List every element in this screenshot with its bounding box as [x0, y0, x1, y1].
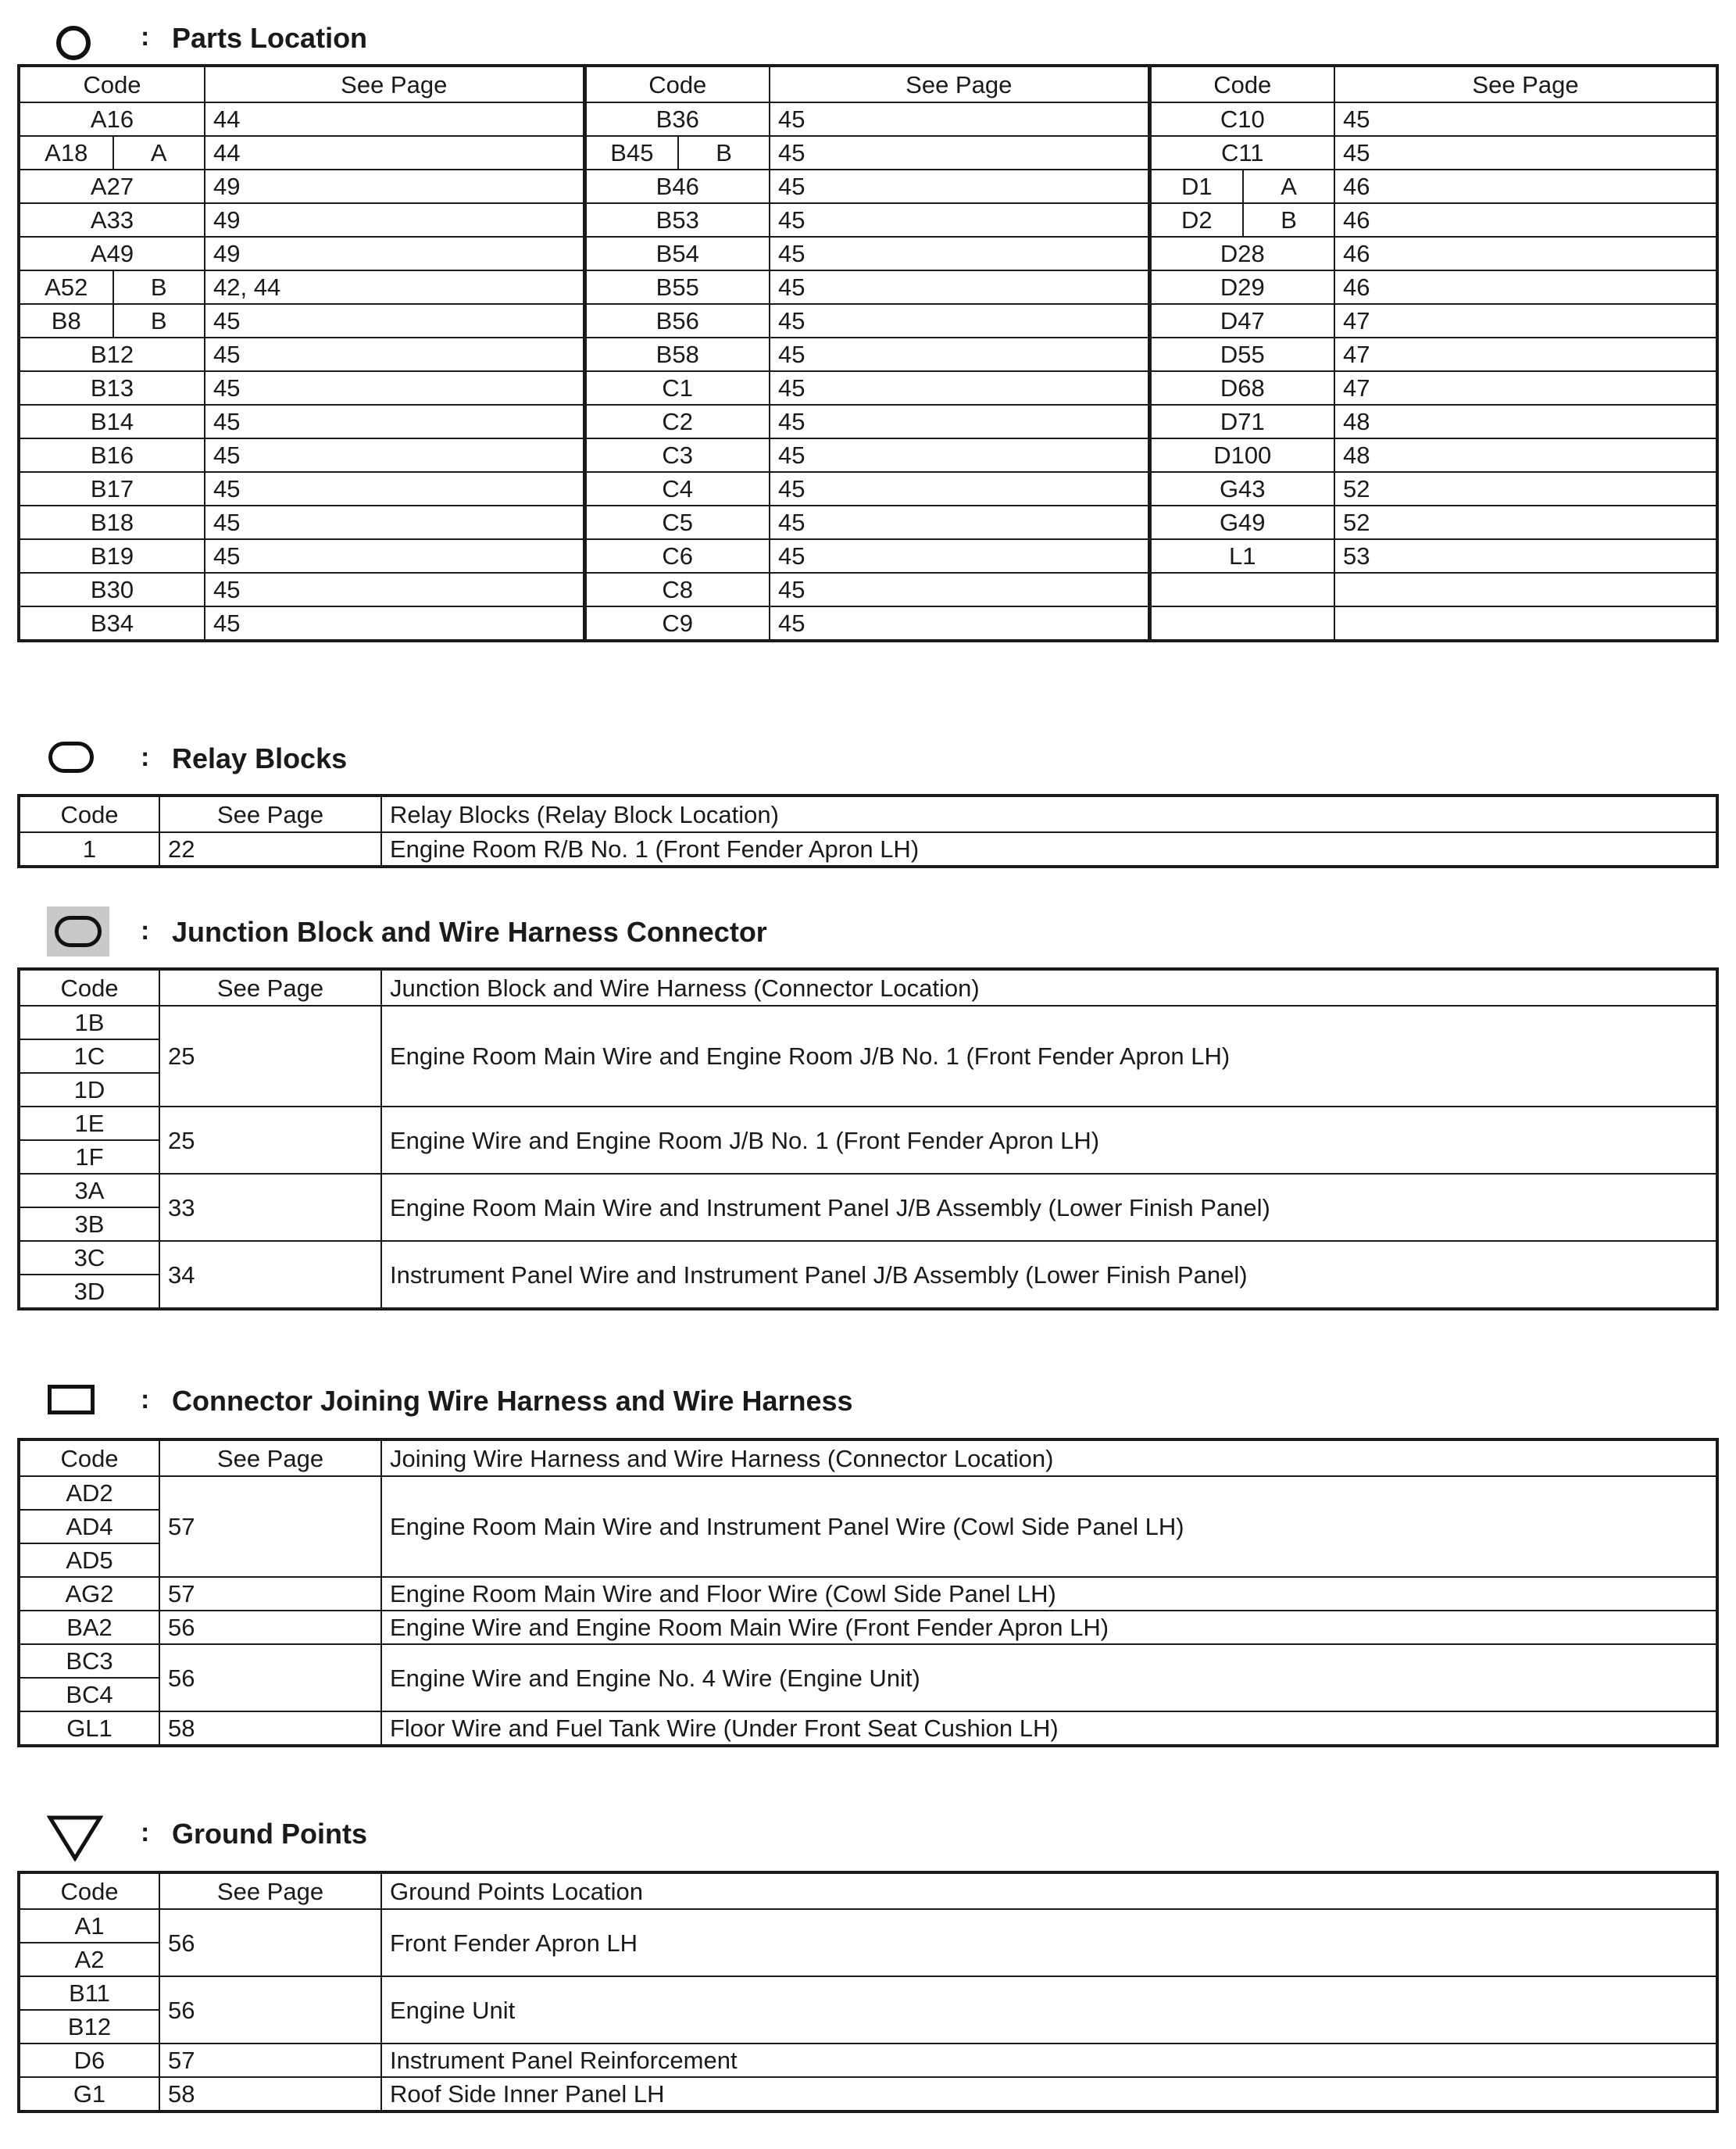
code-cell: B46 [584, 170, 770, 203]
code-value: D1 [1152, 170, 1245, 202]
code-cell: 1D [20, 1073, 159, 1107]
table-row [20, 102, 1716, 136]
page-cell: 45 [205, 405, 584, 438]
code-cell: C4 [584, 472, 770, 506]
page-cell: 56 [159, 1611, 381, 1644]
see-page-header: See Page [770, 66, 1149, 102]
code-cell: B36 [584, 102, 770, 136]
code-cell: C9 [584, 606, 770, 640]
code-cell: L1 [1149, 539, 1334, 573]
code-cell: 1C [20, 1039, 159, 1073]
page-cell: 45 [770, 270, 1149, 304]
see-page-header: See Page [159, 1873, 381, 1909]
code-suffix: A [150, 139, 167, 166]
page-cell: 45 [770, 438, 1149, 472]
table-row [20, 2044, 1716, 2077]
code-cell: C5 [584, 506, 770, 539]
page-cell: 47 [1334, 338, 1716, 371]
code-cell: D71 [1149, 405, 1334, 438]
code-cell: 3B [20, 1207, 159, 1241]
code-cell: B53 [584, 203, 770, 237]
code-cell: C11 [1149, 136, 1334, 170]
page-cell: 45 [770, 304, 1149, 338]
page-cell: 45 [770, 203, 1149, 237]
page-cell: 56 [159, 1976, 381, 2044]
table-row [20, 1174, 1716, 1207]
code-header: Code [20, 1873, 159, 1909]
description-cell: Engine Room Main Wire and Instrument Panel J/B Assembly (Lower Finish Panel) [381, 1174, 1716, 1241]
page-cell: 45 [205, 371, 584, 405]
code-cell: B56 [584, 304, 770, 338]
description-header: Junction Block and Wire Harness (Connector Location) [381, 970, 1716, 1006]
code-cell: 1 [20, 832, 159, 866]
page-cell: 45 [770, 606, 1149, 640]
code-cell [584, 136, 770, 170]
page-cell: 49 [205, 203, 584, 237]
rounded-oval-symbol-icon [48, 742, 94, 773]
table-row [20, 1976, 1716, 2010]
page-cell [1334, 606, 1716, 640]
code-suffix: B [1281, 206, 1297, 234]
code-cell: AG2 [20, 1577, 159, 1611]
see-page-header: See Page [159, 796, 381, 832]
code-cell [20, 136, 205, 170]
code-cell: B17 [20, 472, 205, 506]
description-header: Relay Blocks (Relay Block Location) [381, 796, 1716, 832]
table-row [20, 1611, 1716, 1644]
code-cell: D6 [20, 2044, 159, 2077]
page-cell: 33 [159, 1174, 381, 1241]
relay-blocks-colon: : [141, 742, 150, 772]
junction-block-title: Junction Block and Wire Harness Connector [172, 916, 767, 948]
table-row [20, 1241, 1716, 1275]
code-cell: B54 [584, 237, 770, 270]
page-cell: 52 [1334, 506, 1716, 539]
code-cell: 3A [20, 1174, 159, 1207]
connector-table [19, 1439, 1717, 1746]
code-cell: G49 [1149, 506, 1334, 539]
table-row [20, 203, 1716, 237]
code-cell: G1 [20, 2077, 159, 2111]
page-cell: 56 [159, 1909, 381, 1976]
code-cell: B18 [20, 506, 205, 539]
code-cell [1149, 573, 1334, 606]
page-cell: 45 [205, 472, 584, 506]
page-cell: 45 [770, 237, 1149, 270]
table-row [20, 472, 1716, 506]
ground-points-header [0, 1802, 1736, 1865]
ground-points-table [19, 1872, 1717, 2111]
junction-block-header [0, 900, 1736, 963]
page-cell: 45 [770, 371, 1149, 405]
code-cell: 3D [20, 1275, 159, 1308]
connector-colon: : [141, 1385, 150, 1414]
description-cell: Instrument Panel Reinforcement [381, 2044, 1716, 2077]
page-cell: 45 [770, 539, 1149, 573]
code-cell: A16 [20, 102, 205, 136]
table-row [20, 1909, 1716, 1943]
code-cell: D100 [1149, 438, 1334, 472]
page-cell: 49 [205, 237, 584, 270]
code-cell: C1 [584, 371, 770, 405]
page-cell: 47 [1334, 304, 1716, 338]
see-page-header: See Page [159, 1440, 381, 1476]
code-cell: B19 [20, 539, 205, 573]
page-cell: 45 [205, 506, 584, 539]
table-header-row [20, 970, 1716, 1006]
code-cell: B16 [20, 438, 205, 472]
code-cell: C8 [584, 573, 770, 606]
description-cell: Engine Unit [381, 1976, 1716, 2044]
description-cell: Front Fender Apron LH [381, 1909, 1716, 1976]
table-row [20, 539, 1716, 573]
table-row [20, 270, 1716, 304]
table-row [20, 1711, 1716, 1745]
code-value: B45 [587, 137, 680, 169]
page-cell: 45 [205, 573, 584, 606]
page-cell: 44 [205, 102, 584, 136]
page-cell [1334, 573, 1716, 606]
page-cell: 45 [205, 606, 584, 640]
code-cell: C2 [584, 405, 770, 438]
code-cell: C10 [1149, 102, 1334, 136]
code-cell: B14 [20, 405, 205, 438]
code-cell: BA2 [20, 1611, 159, 1644]
circle-symbol-icon [56, 26, 91, 60]
page-cell: 45 [770, 338, 1149, 371]
description-cell: Engine Room Main Wire and Engine Room J/B No. 1 (Front Fender Apron LH) [381, 1006, 1716, 1107]
table-row [20, 371, 1716, 405]
code-cell [1149, 606, 1334, 640]
table-row [20, 1006, 1716, 1039]
junction-block-symbol-icon [55, 916, 102, 947]
code-cell: A49 [20, 237, 205, 270]
code-header: Code [20, 66, 205, 102]
description-cell: Instrument Panel Wire and Instrument Panel J/B Assembly (Lower Finish Panel) [381, 1241, 1716, 1308]
page-cell: 48 [1334, 405, 1716, 438]
page-cell: 53 [1334, 539, 1716, 573]
table-row [20, 438, 1716, 472]
page-cell: 45 [770, 136, 1149, 170]
see-page-header: See Page [205, 66, 584, 102]
junction-block-colon: : [141, 916, 150, 946]
code-cell: B12 [20, 2010, 159, 2044]
description-header: Joining Wire Harness and Wire Harness (Connector Location) [381, 1440, 1716, 1476]
code-header: Code [1149, 66, 1334, 102]
description-cell: Engine Room R/B No. 1 (Front Fender Apron LH) [381, 832, 1716, 866]
code-cell: D68 [1149, 371, 1334, 405]
page-cell: 22 [159, 832, 381, 866]
code-cell: AD5 [20, 1543, 159, 1577]
description-cell: Engine Wire and Engine No. 4 Wire (Engine Unit) [381, 1644, 1716, 1711]
junction-block-table [19, 969, 1717, 1309]
parts-location-table [19, 66, 1717, 641]
page-cell: 45 [1334, 136, 1716, 170]
description-cell: Engine Wire and Engine Room J/B No. 1 (Front Fender Apron LH) [381, 1107, 1716, 1174]
page-cell: 52 [1334, 472, 1716, 506]
code-cell: A27 [20, 170, 205, 203]
code-value: D2 [1152, 204, 1245, 236]
page-cell: 45 [205, 539, 584, 573]
code-value: B8 [20, 305, 114, 337]
page-cell: 45 [770, 472, 1149, 506]
table-row [20, 606, 1716, 640]
code-cell: 1E [20, 1107, 159, 1140]
code-cell: C3 [584, 438, 770, 472]
code-cell: B58 [584, 338, 770, 371]
table-row [20, 506, 1716, 539]
table-row [20, 237, 1716, 270]
page-cell: 57 [159, 1476, 381, 1577]
parts-location-title: Parts Location [172, 22, 368, 54]
table-header-row [20, 796, 1716, 832]
table-row [20, 136, 1716, 170]
page-cell: 45 [770, 573, 1149, 606]
page-cell: 45 [770, 405, 1149, 438]
table-row [20, 1644, 1716, 1678]
code-value: A52 [20, 271, 114, 303]
code-cell: D29 [1149, 270, 1334, 304]
page-cell: 46 [1334, 170, 1716, 203]
description-cell: Engine Wire and Engine Room Main Wire (Front Fender Apron LH) [381, 1611, 1716, 1644]
code-cell: B13 [20, 371, 205, 405]
code-suffix: A [1281, 173, 1297, 200]
relay-blocks-header [0, 727, 1736, 789]
code-cell: D55 [1149, 338, 1334, 371]
relay-blocks-table [19, 796, 1717, 867]
square-symbol-icon [48, 1385, 95, 1414]
page-cell: 45 [1334, 102, 1716, 136]
code-header: Code [20, 970, 159, 1006]
description-cell: Floor Wire and Fuel Tank Wire (Under Front Seat Cushion LH) [381, 1711, 1716, 1745]
table-row [20, 1476, 1716, 1510]
page-cell: 58 [159, 2077, 381, 2111]
code-cell: A1 [20, 1909, 159, 1943]
table-row [20, 1107, 1716, 1140]
page-cell: 57 [159, 1577, 381, 1611]
code-cell: 1B [20, 1006, 159, 1039]
see-page-header: See Page [159, 970, 381, 1006]
code-cell: 3C [20, 1241, 159, 1275]
code-header: Code [20, 1440, 159, 1476]
page-cell: 47 [1334, 371, 1716, 405]
code-cell: D28 [1149, 237, 1334, 270]
table-row [20, 832, 1716, 866]
page-cell: 25 [159, 1107, 381, 1174]
code-header: Code [20, 796, 159, 832]
code-cell: BC3 [20, 1644, 159, 1678]
code-cell: G43 [1149, 472, 1334, 506]
code-cell [1149, 203, 1334, 237]
description-cell: Engine Room Main Wire and Instrument Panel Wire (Cowl Side Panel LH) [381, 1476, 1716, 1577]
table-row [20, 338, 1716, 371]
table-header-row [20, 66, 1716, 102]
code-cell: B30 [20, 573, 205, 606]
relay-blocks-title: Relay Blocks [172, 742, 348, 774]
code-cell: AD2 [20, 1476, 159, 1510]
table-row [20, 2077, 1716, 2111]
page-cell: 58 [159, 1711, 381, 1745]
description-cell: Engine Room Main Wire and Floor Wire (Cowl Side Panel LH) [381, 1577, 1716, 1611]
ground-points-title: Ground Points [172, 1818, 367, 1850]
code-cell: A2 [20, 1943, 159, 1976]
page-cell: 45 [205, 438, 584, 472]
ground-points-colon: : [141, 1818, 150, 1847]
code-cell: GL1 [20, 1711, 159, 1745]
table-row [20, 1577, 1716, 1611]
code-cell: B55 [584, 270, 770, 304]
table-row [20, 405, 1716, 438]
page-cell: 25 [159, 1006, 381, 1107]
table-header-row [20, 1440, 1716, 1476]
page-cell: 44 [205, 136, 584, 170]
table-row [20, 170, 1716, 203]
code-cell: B11 [20, 1976, 159, 2010]
see-page-header: See Page [1334, 66, 1716, 102]
code-cell: A33 [20, 203, 205, 237]
code-suffix: B [150, 274, 167, 301]
page-cell: 45 [205, 338, 584, 371]
code-value: A18 [20, 137, 114, 169]
page-cell: 45 [205, 304, 584, 338]
code-cell: C6 [584, 539, 770, 573]
code-cell [20, 304, 205, 338]
table-header-row [20, 1873, 1716, 1909]
code-cell [1149, 170, 1334, 203]
parts-location-header [0, 6, 1736, 69]
connector-title: Connector Joining Wire Harness and Wire Harness [172, 1385, 853, 1417]
code-cell: AD4 [20, 1510, 159, 1543]
parts-location-colon: : [141, 22, 150, 52]
table-row [20, 304, 1716, 338]
code-suffix: B [150, 307, 167, 334]
page-cell: 42, 44 [205, 270, 584, 304]
description-header: Ground Points Location [381, 1873, 1716, 1909]
code-cell: B34 [20, 606, 205, 640]
page-cell: 45 [770, 102, 1149, 136]
description-cell: Roof Side Inner Panel LH [381, 2077, 1716, 2111]
page-cell: 56 [159, 1644, 381, 1711]
code-cell: D47 [1149, 304, 1334, 338]
page-cell: 46 [1334, 270, 1716, 304]
page-cell: 46 [1334, 203, 1716, 237]
triangle-symbol-icon [47, 1815, 103, 1861]
connector-header [0, 1369, 1736, 1432]
page-cell: 34 [159, 1241, 381, 1308]
page-cell: 57 [159, 2044, 381, 2077]
table-row [20, 573, 1716, 606]
code-cell: 1F [20, 1140, 159, 1174]
page-cell: 46 [1334, 237, 1716, 270]
code-suffix: B [716, 139, 732, 166]
code-cell: B12 [20, 338, 205, 371]
page-cell: 48 [1334, 438, 1716, 472]
page-cell: 45 [770, 170, 1149, 203]
code-cell [20, 270, 205, 304]
page-cell: 45 [770, 506, 1149, 539]
code-cell: BC4 [20, 1678, 159, 1711]
page-cell: 49 [205, 170, 584, 203]
code-header: Code [584, 66, 770, 102]
